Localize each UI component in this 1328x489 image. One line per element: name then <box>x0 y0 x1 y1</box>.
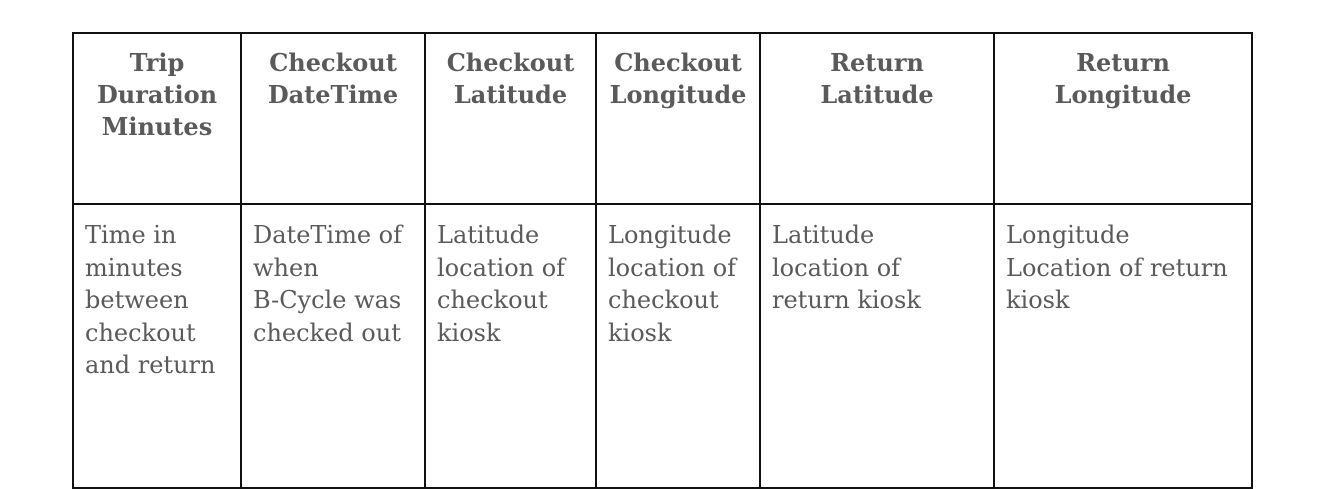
header-return-longitude <box>994 33 1252 204</box>
description-trip-duration-minutes <box>73 204 241 488</box>
description-text: Latitude location of return kiosk <box>772 221 921 314</box>
field-description-table <box>72 32 1253 489</box>
header-label: Trip Duration Minutes <box>96 48 218 141</box>
description-text: Longitude Location of return kiosk <box>1006 221 1228 314</box>
header-label: Return Latitude <box>820 48 934 109</box>
header-checkout-longitude <box>596 33 760 204</box>
header-checkout-latitude <box>425 33 596 204</box>
table-row <box>73 204 1252 488</box>
table-body <box>73 204 1252 488</box>
description-checkout-latitude <box>425 204 596 488</box>
header-row <box>73 33 1252 204</box>
header-trip-duration-minutes <box>73 33 241 204</box>
header-return-latitude <box>760 33 994 204</box>
description-text: Longitude location of checkout kiosk <box>608 221 737 347</box>
header-label: Checkout Latitude <box>446 48 575 109</box>
description-text: DateTime of when B-Cycle was checked out <box>253 221 403 347</box>
description-return-longitude <box>994 204 1252 488</box>
description-text: Time in minutes between checkout and return <box>85 221 216 379</box>
description-return-latitude <box>760 204 994 488</box>
header-checkout-datetime <box>241 33 425 204</box>
header-label: Return Longitude <box>1054 48 1192 109</box>
description-text: Latitude location of checkout kiosk <box>437 221 566 347</box>
header-label: Checkout DateTime <box>267 48 399 109</box>
header-label: Checkout Longitude <box>609 48 747 109</box>
description-checkout-datetime <box>241 204 425 488</box>
description-checkout-longitude <box>596 204 760 488</box>
table-header <box>73 33 1252 204</box>
